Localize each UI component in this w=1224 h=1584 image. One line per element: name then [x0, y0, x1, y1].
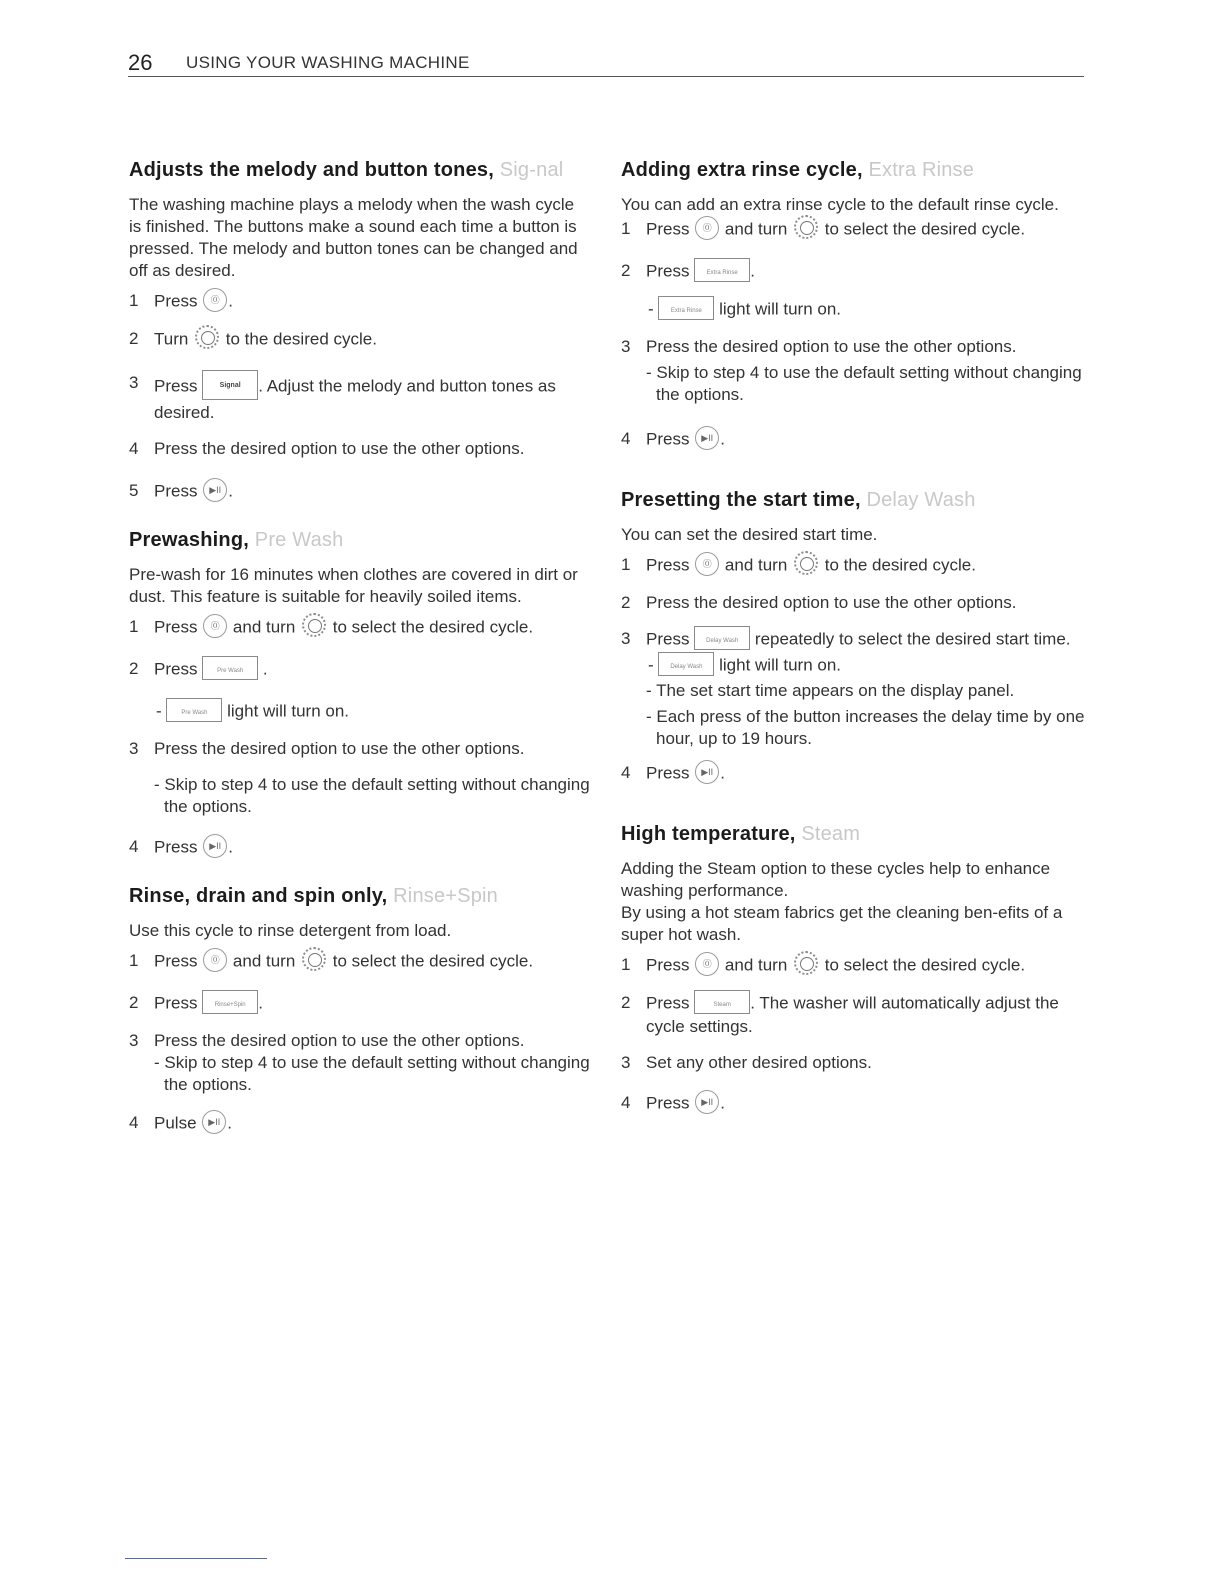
step-number: 3 [621, 629, 631, 648]
delay-wash-step-1 [621, 554, 1086, 578]
step-number: 4 [129, 837, 139, 856]
step-text: . [720, 1093, 725, 1113]
step-text: and turn [228, 617, 301, 637]
step-text: Press the desired option to use the other options. [154, 739, 525, 758]
left-column [129, 158, 594, 1150]
prewash-step-1 [129, 616, 594, 640]
rinse-spin-step-2 [129, 992, 594, 1016]
step-number: 1 [129, 951, 139, 970]
steam-step-2 [621, 992, 1086, 1038]
delay-wash-heading [621, 488, 1086, 512]
step-text: Pulse [154, 1113, 202, 1133]
prewash-step-4 [129, 836, 594, 860]
step-text: Turn [154, 329, 194, 349]
prewash-skip-note: - Skip to step 4 to use the default setting without changing the options. [154, 775, 590, 816]
signal-intro-1: The washing machine plays a melody when the wash cycle [129, 195, 575, 214]
delay-wash-step-2 [621, 592, 1086, 614]
signal-intro-2: is finished. The buttons make a sound each time a button is pressed. The melody and button tones can be changed and off as desired. [129, 217, 578, 280]
step-text: . [228, 481, 233, 501]
delay-wash-step-3 [621, 628, 1086, 652]
steam-heading-text: High temperature, [621, 823, 802, 845]
step-number: 1 [621, 955, 631, 974]
step-text: Press [154, 617, 203, 637]
step-text: Press [154, 837, 203, 857]
cycle-dial-icon [195, 325, 219, 349]
step-number: 2 [621, 593, 631, 612]
cycle-dial-icon [794, 951, 818, 975]
power-icon: ⓪ [695, 216, 719, 240]
step-text: Press [646, 955, 695, 975]
extra-rinse-light-icon: Extra Rinse [658, 296, 714, 320]
steam-heading [621, 822, 1086, 846]
step-text: Press [646, 219, 695, 239]
right-column [621, 158, 1086, 1130]
step-text: Press the desired option to use the other options. [154, 1031, 525, 1050]
steam-intro-2: By using a hot steam fabrics get the cleaning ben-efits of a super hot wash. [621, 903, 1063, 944]
prewash-step-3 [129, 738, 594, 760]
step-text: Press [154, 376, 203, 396]
step-text: . [228, 291, 233, 311]
step-text: . [227, 1113, 232, 1133]
step-text: Press [646, 1093, 695, 1113]
extra-rinse-heading [621, 158, 1086, 182]
step-number: 2 [129, 659, 139, 678]
prewash-heading-highlight: Pre Wash [254, 529, 344, 551]
light-text: light will turn on. [222, 701, 350, 721]
prewash-step-2 [129, 658, 594, 682]
footer-rule [125, 1558, 267, 1559]
step-number: 2 [129, 993, 139, 1012]
prewash-button-icon: Pre Wash [202, 656, 258, 680]
light-text: light will turn on. [714, 299, 842, 319]
step-number: 2 [621, 261, 631, 280]
step-number: 3 [129, 1031, 139, 1050]
extra-rinse-light-note [621, 298, 1086, 322]
section-title: USING YOUR WASHING MACHINE [186, 53, 470, 72]
signal-step-1 [129, 290, 594, 314]
step-number: 3 [621, 1053, 631, 1072]
step-text: . [258, 993, 263, 1013]
step-text: and turn [720, 219, 793, 239]
extra-rinse-intro: You can add an extra rinse cycle to the default rinse cycle. [621, 195, 1059, 214]
steam-step-4 [621, 1092, 1086, 1116]
light-text: light will turn on. [714, 655, 842, 675]
power-icon: ⓪ [695, 552, 719, 576]
step-text: Press [154, 291, 203, 311]
signal-step-4 [129, 438, 594, 460]
rinse-spin-heading-highlight: Rinse+Spin [393, 885, 498, 907]
steam-heading-highlight: Steam [801, 823, 861, 845]
step-number: 4 [129, 439, 139, 458]
step-text: to the desired cycle. [820, 555, 976, 575]
extra-rinse-step-1 [621, 218, 1086, 242]
step-number: 2 [129, 329, 139, 348]
signal-step-2 [129, 328, 594, 352]
start-pause-icon: ▶II [202, 1110, 226, 1134]
step-text: . [228, 837, 233, 857]
extra-rinse-heading-highlight: Extra Rinse [868, 159, 975, 181]
delay-wash-section [621, 488, 1086, 786]
extra-rinse-step-2 [621, 260, 1086, 284]
step-text: Press [646, 429, 695, 449]
signal-heading [129, 158, 594, 182]
step-text: . [720, 763, 725, 783]
delay-wash-intro: You can set the desired start time. [621, 525, 878, 544]
page-header [128, 50, 1084, 77]
rinse-spin-step-1 [129, 950, 594, 974]
step-text: . [720, 429, 725, 449]
step-text: to the desired cycle. [221, 329, 377, 349]
cycle-dial-icon [794, 551, 818, 575]
step-text: to select the desired cycle. [328, 617, 534, 637]
step-text: and turn [720, 955, 793, 975]
steam-intro-1: Adding the Steam option to these cycles help to enhance washing performance. [621, 859, 1051, 900]
delay-wash-heading-highlight: Delay Wash [866, 489, 976, 511]
start-pause-icon: ▶II [203, 478, 227, 502]
start-pause-icon: ▶II [203, 834, 227, 858]
step-number: 1 [621, 219, 631, 238]
step-number: 3 [621, 337, 631, 356]
step-number: 1 [129, 617, 139, 636]
rinse-spin-intro: Use this cycle to rinse detergent from load. [129, 921, 452, 940]
extra-rinse-skip-note: - Skip to step 4 to use the default setting without changing the options. [646, 363, 1082, 404]
extra-rinse-section [621, 158, 1086, 452]
cycle-dial-icon [794, 215, 818, 239]
step-number: 4 [129, 1113, 139, 1132]
rinse-spin-button-icon: Rinse+Spin [202, 990, 258, 1014]
rinse-spin-section [129, 884, 594, 1136]
rinse-spin-heading-text: Rinse, drain and spin only, [129, 885, 394, 907]
step-number: 4 [621, 1093, 631, 1112]
step-number: 1 [621, 555, 631, 574]
prewash-light-icon: Pre Wash [166, 698, 222, 722]
step-number: 4 [621, 763, 631, 782]
step-number: 1 [129, 291, 139, 310]
extra-rinse-step-3 [621, 336, 1086, 358]
power-icon: ⓪ [203, 288, 227, 312]
rinse-spin-heading [129, 884, 594, 908]
rinse-spin-step-3 [129, 1030, 594, 1052]
delay-wash-note-2: - Each press of the button increases the delay time by one hour, up to 19 hours. [646, 707, 1085, 748]
page-number: 26 [128, 50, 153, 75]
power-icon: ⓪ [203, 614, 227, 638]
signal-section [129, 158, 594, 504]
prewash-light-note [129, 700, 594, 724]
rinse-spin-step-4 [129, 1112, 594, 1136]
step-text: Press the desired option to use the other options. [154, 439, 525, 458]
step-text: . The washer will automatically adjust the cycle settings. [646, 993, 1059, 1036]
cycle-dial-icon [302, 613, 326, 637]
signal-heading-highlight: Sig-nal [499, 159, 564, 181]
step-number: 4 [621, 429, 631, 448]
step-number: 2 [621, 993, 631, 1012]
prewash-heading-text: Prewashing, [129, 529, 255, 551]
delay-wash-note-1: - The set start time appears on the display panel. [646, 681, 1015, 700]
delay-wash-light-icon: Delay Wash [658, 652, 714, 676]
extra-rinse-heading-text: Adding extra rinse cycle, [621, 159, 869, 181]
delay-wash-heading-text: Presetting the start time, [621, 489, 867, 511]
step-text: repeatedly to select the desired start time. [750, 629, 1071, 649]
step-text: . [750, 261, 755, 281]
step-text: Press [154, 659, 203, 679]
step-text: Set any other desired options. [646, 1053, 872, 1072]
step-text: Press the desired option to use the other options. [646, 593, 1017, 612]
power-icon: ⓪ [695, 952, 719, 976]
steam-step-3 [621, 1052, 1086, 1074]
signal-step-5 [129, 480, 594, 504]
step-number: 3 [129, 373, 139, 392]
steam-button-icon: Steam [694, 990, 750, 1014]
dash: - [156, 701, 167, 721]
power-icon: ⓪ [203, 948, 227, 972]
delay-wash-step-4 [621, 762, 1086, 786]
cycle-dial-icon [302, 947, 326, 971]
step-number: 5 [129, 481, 139, 500]
step-text: to select the desired cycle. [328, 951, 534, 971]
step-text: Press [154, 993, 203, 1013]
signal-step-3 [129, 372, 594, 424]
dash: - [648, 655, 659, 675]
signal-button-icon: Signal [202, 370, 258, 400]
prewash-heading [129, 528, 594, 552]
prewash-section [129, 528, 594, 860]
start-pause-icon: ▶II [695, 426, 719, 450]
steam-section [621, 822, 1086, 1116]
dash: - [648, 299, 659, 319]
step-text: Press [646, 993, 695, 1013]
signal-heading-text: Adjusts the melody and button tones, [129, 159, 500, 181]
step-text: and turn [228, 951, 301, 971]
step-text: to select the desired cycle. [820, 219, 1026, 239]
step-text: Press the desired option to use the other options. [646, 337, 1017, 356]
step-text: Press [154, 481, 203, 501]
step-text: Press [646, 261, 695, 281]
step-text: . [258, 659, 268, 679]
step-number: 3 [129, 739, 139, 758]
steam-step-1 [621, 954, 1086, 978]
step-text: and turn [720, 555, 793, 575]
prewash-intro: Pre-wash for 16 minutes when clothes are covered in dirt or dust. This feature is suitable for heavily soiled items. [129, 565, 578, 606]
extra-rinse-button-icon: Extra Rinse [694, 258, 750, 282]
delay-wash-button-icon: Delay Wash [694, 626, 750, 650]
step-text: to select the desired cycle. [820, 955, 1026, 975]
step-text: Press [154, 951, 203, 971]
step-text: Press [646, 763, 695, 783]
start-pause-icon: ▶II [695, 760, 719, 784]
rinse-spin-skip-note: - Skip to step 4 to use the default setting without changing the options. [154, 1053, 590, 1094]
delay-wash-light-note [621, 654, 1086, 678]
step-text: . Adjust the melody and button tones as desired. [154, 376, 556, 422]
start-pause-icon: ▶II [695, 1090, 719, 1114]
step-text: Press [646, 555, 695, 575]
extra-rinse-step-4 [621, 428, 1086, 452]
step-text: Press [646, 629, 695, 649]
